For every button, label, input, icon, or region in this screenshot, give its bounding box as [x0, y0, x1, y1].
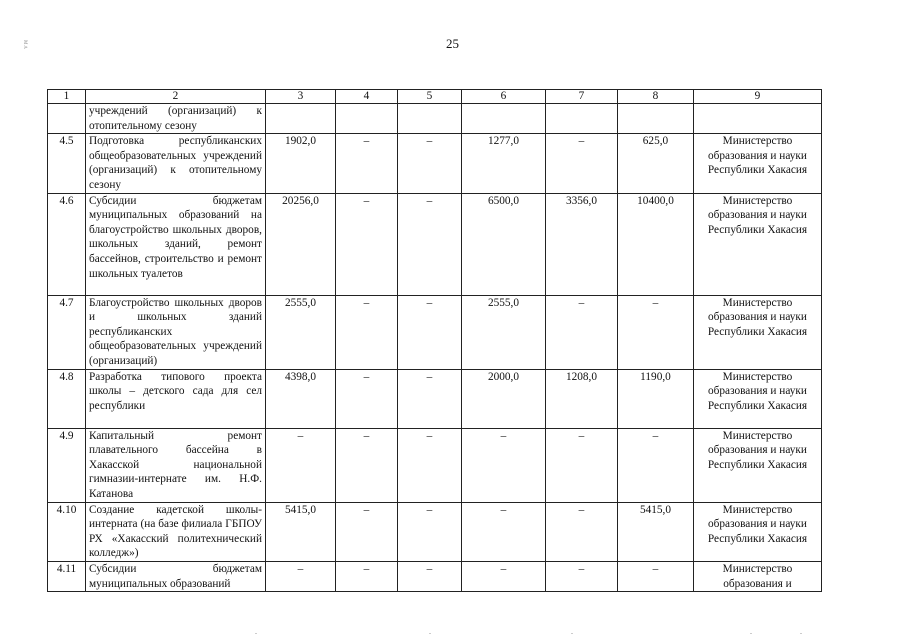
row-col7 [546, 104, 618, 134]
row-executor: Министерство образования и науки Республики Хакасия [694, 428, 822, 502]
row-col4: – [336, 295, 398, 369]
row-number: 4.7 [48, 295, 86, 369]
row-total: 1902,0 [266, 134, 336, 193]
row-executor: Министерство образования и науки Республики Хакасия [694, 134, 822, 193]
row-col4: – [336, 428, 398, 502]
scan-speck [800, 633, 802, 634]
row-col8: 10400,0 [618, 193, 694, 295]
scan-speck [750, 633, 752, 634]
row-col8: – [618, 428, 694, 502]
table-row [48, 428, 822, 502]
row-description: Благоустройство школьных дворов и школьных зданий республиканских общеобразовательных учреждений (организаций) [86, 295, 266, 369]
row-description: Разработка типового проекта школы – детского сада для сел республики [86, 369, 266, 428]
row-total [266, 104, 336, 134]
scan-speck [429, 633, 431, 634]
row-col7: – [546, 561, 618, 591]
row-col8: 5415,0 [618, 502, 694, 561]
row-col5 [398, 104, 462, 134]
row-number: 4.6 [48, 193, 86, 295]
margin-stamp: ᴍᴧ [22, 40, 30, 50]
row-col4: – [336, 134, 398, 193]
table-row [48, 134, 822, 193]
row-number: 4.11 [48, 561, 86, 591]
row-col7: 1208,0 [546, 369, 618, 428]
column-header: 8 [618, 90, 694, 104]
row-col5: – [398, 502, 462, 561]
table-row [48, 561, 822, 591]
row-col7: – [546, 295, 618, 369]
row-executor: Министерство образования и науки Республики Хакасия [694, 369, 822, 428]
row-total: 4398,0 [266, 369, 336, 428]
row-executor [694, 104, 822, 134]
row-executor: Министерство образования и [694, 561, 822, 591]
row-col7: – [546, 134, 618, 193]
row-col8 [618, 104, 694, 134]
page-number: 25 [446, 36, 459, 51]
table-header-row [48, 90, 822, 104]
table-row [48, 295, 822, 369]
scan-artifacts [0, 630, 905, 640]
column-header: 5 [398, 90, 462, 104]
row-col5: – [398, 295, 462, 369]
row-total: 5415,0 [266, 502, 336, 561]
row-col5: – [398, 193, 462, 295]
row-executor: Министерство образования и науки Республики Хакасия [694, 502, 822, 561]
row-col5: – [398, 428, 462, 502]
row-col6 [462, 104, 546, 134]
row-executor: Министерство образования и науки Республики Хакасия [694, 295, 822, 369]
row-col8: 625,0 [618, 134, 694, 193]
row-col6: 2000,0 [462, 369, 546, 428]
row-number [48, 104, 86, 134]
row-description: Капитальный ремонт плавательного бассейна в Хакасской национальной гимназии-интернате им. Н.Ф. Катанова [86, 428, 266, 502]
column-header: 4 [336, 90, 398, 104]
row-col7: 3356,0 [546, 193, 618, 295]
row-col6: – [462, 561, 546, 591]
row-col8: 1190,0 [618, 369, 694, 428]
row-col6: – [462, 428, 546, 502]
row-col5: – [398, 561, 462, 591]
row-executor: Министерство образования и науки Республики Хакасия [694, 193, 822, 295]
row-col4 [336, 104, 398, 134]
column-header: 3 [266, 90, 336, 104]
table-row [48, 193, 822, 295]
column-header: 7 [546, 90, 618, 104]
row-number: 4.5 [48, 134, 86, 193]
row-description: учреждений (организаций) к отопительному сезону [86, 104, 266, 134]
row-total: – [266, 561, 336, 591]
row-total: 2555,0 [266, 295, 336, 369]
table-row [48, 369, 822, 428]
table-row [48, 104, 822, 134]
budget-table [47, 89, 822, 592]
row-col4: – [336, 193, 398, 295]
row-col4: – [336, 369, 398, 428]
table-row [48, 502, 822, 561]
row-col5: – [398, 369, 462, 428]
row-col6: 1277,0 [462, 134, 546, 193]
row-total: – [266, 428, 336, 502]
row-number: 4.8 [48, 369, 86, 428]
row-col6: – [462, 502, 546, 561]
row-description: Создание кадетской школы-интерната (на базе филиала ГБПОУ РХ «Хакасский политехнический колледж») [86, 502, 266, 561]
row-col5: – [398, 134, 462, 193]
scan-speck [255, 633, 257, 634]
row-col6: 6500,0 [462, 193, 546, 295]
row-number: 4.10 [48, 502, 86, 561]
column-header: 9 [694, 90, 822, 104]
scan-speck [571, 633, 573, 634]
row-col7: – [546, 502, 618, 561]
row-description: Подготовка республиканских общеобразовательных учреждений (организаций) к отопительному сезону [86, 134, 266, 193]
row-col6: 2555,0 [462, 295, 546, 369]
row-total: 20256,0 [266, 193, 336, 295]
row-description: Субсидии бюджетам муниципальных образований [86, 561, 266, 591]
row-col4: – [336, 561, 398, 591]
column-header: 6 [462, 90, 546, 104]
row-col8: – [618, 295, 694, 369]
row-description: Субсидии бюджетам муниципальных образований на благоустройство школьных дворов, школьных зданий, ремонт бассейнов, строительство и ремонт школьных туалетов [86, 193, 266, 295]
row-col7: – [546, 428, 618, 502]
row-number: 4.9 [48, 428, 86, 502]
row-col4: – [336, 502, 398, 561]
column-header: 2 [86, 90, 266, 104]
column-header: 1 [48, 90, 86, 104]
row-col8: – [618, 561, 694, 591]
